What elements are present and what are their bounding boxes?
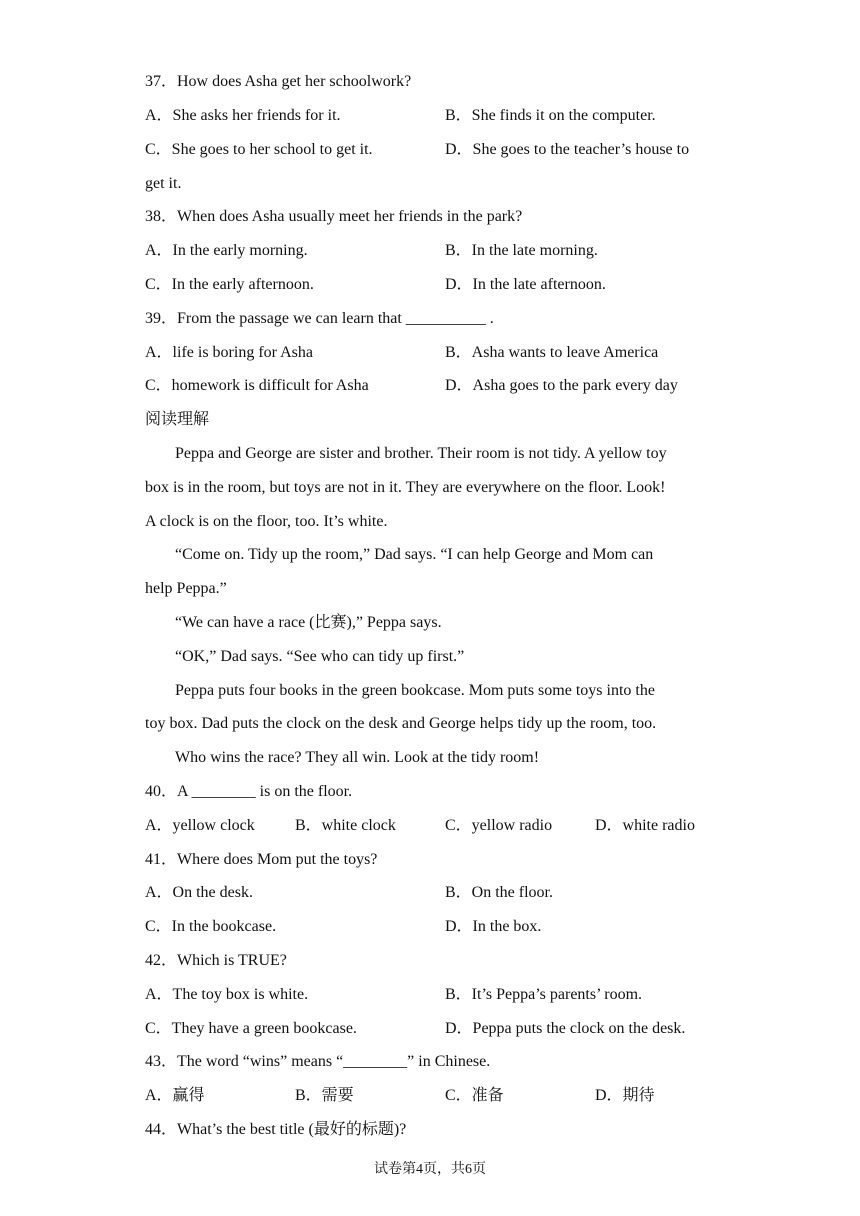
question-39-option-a: A．life is boring for Asha (145, 344, 313, 361)
passage-line: box is in the room, but toys are not in it. They are everywhere on the floor. Look! (145, 479, 666, 496)
passage-line: Peppa and George are sister and brother. Their room is not tidy. A yellow toy (175, 445, 667, 462)
question-43-stem: 43．The word “wins” means “________” in Chinese. (145, 1053, 491, 1070)
question-44-stem: 44．What’s the best title (最好的标题)? (145, 1121, 407, 1138)
question-38-option-b: B．In the late morning. (445, 242, 598, 259)
passage-line: “Come on. Tidy up the room,” Dad says. “I can help George and Mom can (175, 546, 654, 563)
question-37-option-d: D．She goes to the teacher’s house to (445, 141, 690, 158)
page-footer: 试卷第4页，共6页 (374, 1162, 486, 1177)
question-41-option-b: B．On the floor. (445, 884, 553, 901)
question-38-option-d: D．In the late afternoon. (445, 276, 606, 293)
passage-line: Peppa puts four books in the green bookcase. Mom puts some toys into the (175, 682, 655, 699)
question-38-option-c: C．In the early afternoon. (145, 276, 314, 293)
passage-line: toy box. Dad puts the clock on the desk and George helps tidy up the room, too. (145, 715, 657, 732)
question-40-stem: 40．A ________ is on the floor. (145, 783, 353, 800)
question-39-option-d: D．Asha goes to the park every day (445, 377, 678, 394)
question-38-option-a: A．In the early morning. (145, 242, 308, 259)
question-37-option-b: B．She finds it on the computer. (445, 107, 656, 124)
question-37-option-c: C．She goes to her school to get it. (145, 141, 373, 158)
question-43-option-d: D．期待 (595, 1087, 655, 1104)
question-40-option-b: B．white clock (295, 817, 396, 834)
question-40-option-d: D．white radio (595, 817, 695, 834)
question-42-option-a: A．The toy box is white. (145, 986, 309, 1003)
question-42-option-b: B．It’s Peppa’s parents’ room. (445, 986, 643, 1003)
question-42-option-d: D．Peppa puts the clock on the desk. (445, 1020, 686, 1037)
question-42-stem: 42．Which is TRUE? (145, 952, 287, 969)
question-41-option-d: D．In the box. (445, 918, 542, 935)
question-40-option-c: C．yellow radio (445, 817, 553, 834)
question-43-option-a: A．赢得 (145, 1087, 205, 1104)
passage-line: “OK,” Dad says. “See who can tidy up first.” (175, 648, 465, 665)
question-37-option-d-continuation: get it. (145, 175, 182, 192)
question-38-stem: 38．When does Asha usually meet her friends in the park? (145, 208, 523, 225)
question-40-option-a: A．yellow clock (145, 817, 255, 834)
question-37-stem: 37．How does Asha get her schoolwork? (145, 73, 412, 90)
passage-line: Who wins the race? They all win. Look at the tidy room! (175, 749, 540, 766)
passage-line: “We can have a race (比赛),” Peppa says. (175, 614, 442, 631)
section-title: 阅读理解 (145, 411, 210, 428)
question-39-option-c: C．homework is difficult for Asha (145, 377, 369, 394)
question-39-option-b: B．Asha wants to leave America (445, 344, 659, 361)
question-43-option-b: B．需要 (295, 1087, 354, 1104)
passage-line: help Peppa.” (145, 580, 227, 597)
question-37-option-a: A．She asks her friends for it. (145, 107, 341, 124)
passage-line: A clock is on the floor, too. It’s white. (145, 513, 388, 530)
question-42-option-c: C．They have a green bookcase. (145, 1020, 357, 1037)
question-41-option-a: A．On the desk. (145, 884, 253, 901)
question-43-option-c: C．准备 (445, 1087, 504, 1104)
question-41-option-c: C．In the bookcase. (145, 918, 277, 935)
question-41-stem: 41．Where does Mom put the toys? (145, 851, 378, 868)
question-39-stem: 39．From the passage we can learn that __________ . (145, 310, 494, 327)
